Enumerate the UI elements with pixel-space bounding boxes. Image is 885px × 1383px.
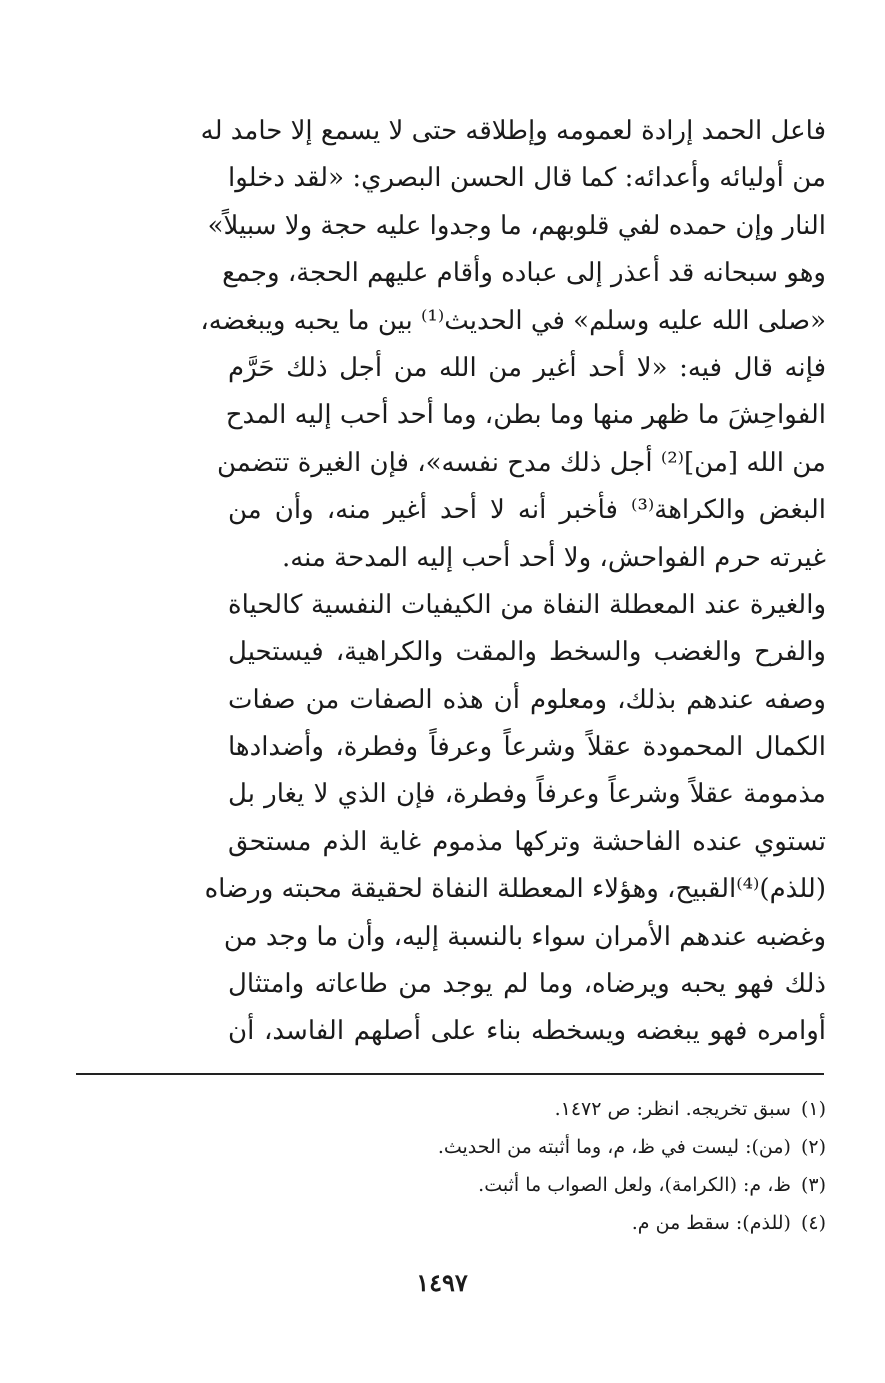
text-line: فإنه قال فيه: «لا أحد أغير من الله من أجل ذلك حَرَّم [228, 352, 826, 383]
text-line: تستوي عنده الفاحشة وتركها مذموم غاية الذم مستحق [228, 826, 826, 857]
text-line: والغيرة عند المعطلة النفاة من الكيفيات النفسية كالحياة [228, 589, 826, 620]
footnote-separator [76, 1073, 824, 1075]
text-line: الكمال المحمودة عقلاً وشرعاً وعرفاً وفطرة، وأضدادها [228, 732, 826, 763]
text-line: (للذم)⁽⁴⁾القبيح، وهؤلاء المعطلة النفاة لحقيقة محبته ورضاه [204, 874, 826, 905]
footnote [300, 1090, 826, 1128]
main-text-block [200, 108, 826, 1056]
footnote-text: (من): ليست في ظ، م، وما أثبته من الحديث. [437, 1136, 791, 1158]
footnote-text: ظ، م: (الكرامة)، ولعل الصواب ما أثبت. [478, 1174, 791, 1196]
footnote [300, 1204, 826, 1242]
footnote-text: (للذم): سقط من م. [631, 1212, 791, 1234]
footnote-text: سبق تخريجه. انظر: ص ١٤٧٢. [554, 1098, 791, 1120]
footnote-marker: (٤) [800, 1212, 826, 1234]
text-line: ذلك فهو يحبه ويرضاه، وما لم يوجد من طاعاته وامتثال [228, 969, 826, 1000]
text-line: وهو سبحانه قد أعذر إلى عباده وأقام عليهم الحجة، وجمع [222, 258, 826, 289]
text-line: وغضبه عندهم الأمران سواء بالنسبة إليه، وأن ما وجد من [223, 921, 826, 952]
footnote-marker: (٣) [800, 1174, 826, 1196]
text-line: من الله [من]⁽²⁾ أجل ذلك مدح نفسه»، فإن الغيرة تتضمن [217, 447, 826, 478]
text-line: أوامره فهو يبغضه ويسخطه بناء على أصلهم الفاسد، أن [228, 1016, 826, 1047]
page-number: ١٤٩٧ [416, 1268, 468, 1297]
text-line: من أوليائه وأعدائه: كما قال الحسن البصري: «لقد دخلوا [228, 163, 826, 194]
text-line: الفواحِشَ ما ظهر منها وما بطن، وما أحد أحب إليه المدح [225, 400, 826, 431]
footnote-marker: (٢) [800, 1136, 826, 1158]
footnote-marker: (١) [800, 1098, 826, 1120]
text-line: والفرح والغضب والسخط والمقت والكراهية، فيستحيل [228, 637, 826, 668]
text-line: البغض والكراهة⁽³⁾ فأخبر أنه لا أحد أغير منه، وأن من [228, 495, 826, 526]
text-line: فاعل الحمد إرادة لعمومه وإطلاقه حتى لا يسمع إلا حامد له [200, 116, 826, 146]
footnote [300, 1166, 826, 1204]
footnotes-block [300, 1090, 826, 1242]
text-line: «صلى الله عليه وسلم» في الحديث⁽¹⁾ بين ما يحبه ويبغضه، [200, 305, 826, 336]
footnote [300, 1128, 826, 1166]
text-line: وصفه عندهم بذلك، ومعلوم أن هذه الصفات من صفات [228, 684, 826, 715]
text-line: مذمومة عقلاً وشرعاً وعرفاً وفطرة، فإن الذي لا يغار بل [228, 779, 826, 810]
text-line: غيرته حرم الفواحش، ولا أحد أحب إليه المدحة منه. [281, 542, 826, 573]
text-line: النار وإن حمده لفي قلوبهم، ما وجدوا عليه حجة ولا سبيلاً» [207, 210, 826, 241]
